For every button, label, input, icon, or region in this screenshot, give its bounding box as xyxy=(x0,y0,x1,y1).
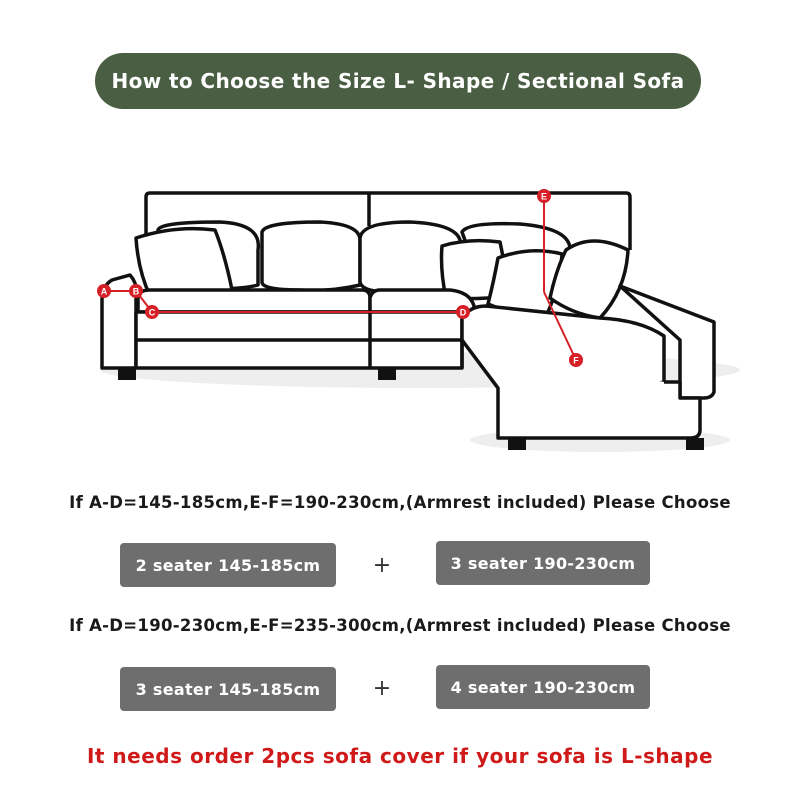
point-c-label: C xyxy=(148,307,156,318)
point-a xyxy=(97,284,111,298)
size-condition-1: If A-D=145-185cm,E-F=190-230cm,(Armrest included) Please Choose xyxy=(69,493,731,512)
size-option-3-seater: 3 seater 190-230cm xyxy=(436,541,650,585)
size-option-3-seater-alt: 3 seater 145-185cm xyxy=(120,667,336,711)
throw-pillow xyxy=(488,251,562,313)
title-banner xyxy=(95,53,701,109)
point-e xyxy=(537,189,551,203)
size-condition-2: If A-D=190-230cm,E-F=235-300cm,(Armrest included) Please Choose xyxy=(69,616,731,635)
point-f-label: F xyxy=(573,355,579,366)
point-c xyxy=(145,305,159,319)
point-e-label: E xyxy=(540,191,548,202)
sofa-outline xyxy=(102,193,714,438)
back-cushion xyxy=(262,222,360,290)
point-b-label: B xyxy=(132,286,140,297)
plus-sign: + xyxy=(372,676,392,701)
point-b xyxy=(129,284,143,298)
size-option-2-seater: 2 seater 145-185cm xyxy=(120,543,336,587)
point-a-label: A xyxy=(100,286,108,297)
size-option-4-seater: 4 seater 190-230cm xyxy=(436,665,650,709)
point-d-label: D xyxy=(459,307,467,318)
sofa-illustration xyxy=(0,130,800,470)
page-title: How to Choose the Size L- Shape / Sectional Sofa xyxy=(111,69,685,93)
seat-cushion-left xyxy=(138,290,370,312)
throw-pillow xyxy=(136,229,232,296)
plus-sign: + xyxy=(372,553,392,578)
point-d xyxy=(456,305,470,319)
order-note: It needs order 2pcs sofa cover if your sofa is L-shape xyxy=(86,744,714,768)
point-f xyxy=(569,353,583,367)
